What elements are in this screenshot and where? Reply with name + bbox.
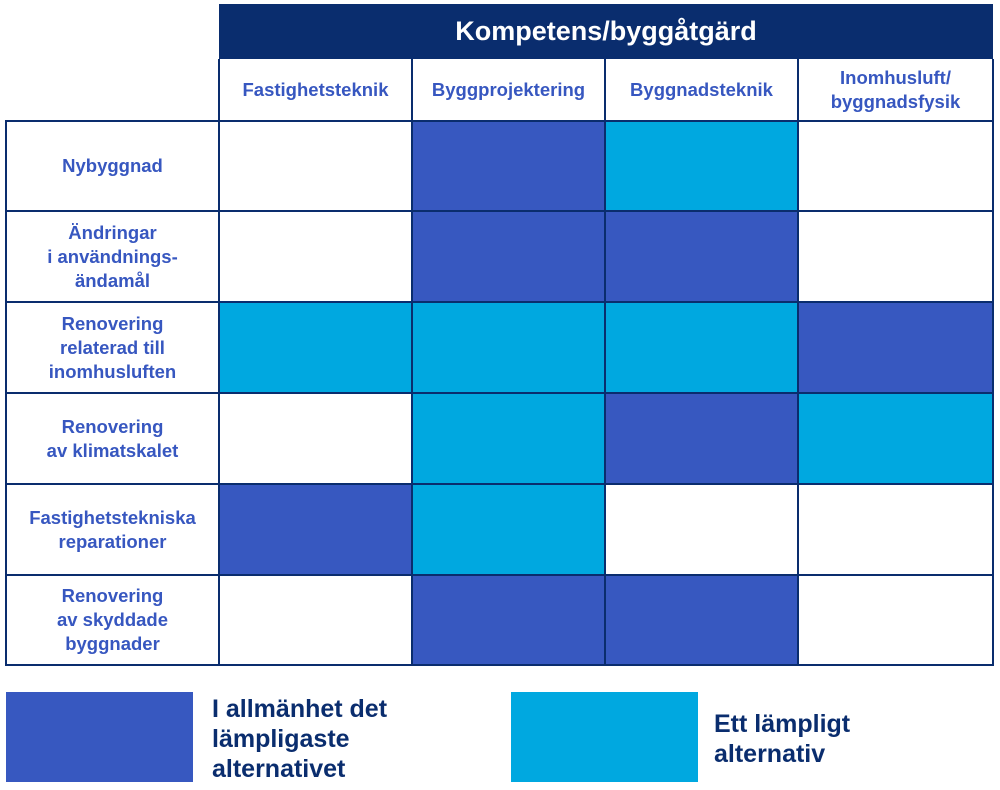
cell-3-1-secondary <box>219 302 412 393</box>
row-header-1: Nybyggnad <box>62 155 163 176</box>
row-header-2: Ändringar i användnings- ändamål <box>47 221 178 291</box>
cell-5-2-secondary <box>412 484 605 575</box>
cell-6-4-none <box>798 575 993 665</box>
row-header-5: Fastighetstekniska reparationer <box>29 506 196 552</box>
cell-4-3-primary <box>605 393 798 484</box>
row-header-4: Renovering av klimatskalet <box>46 415 179 461</box>
cell-1-4-none <box>798 121 993 211</box>
cell-2-1-none <box>219 211 412 302</box>
cell-1-1-none <box>219 121 412 211</box>
grid-horizontal-3 <box>5 301 994 303</box>
grid-horizontal-5 <box>5 483 994 485</box>
grid-horizontal-7 <box>5 664 994 666</box>
cell-3-2-secondary <box>412 302 605 393</box>
column-header-1: Fastighetsteknik <box>242 79 389 100</box>
cell-4-1-none <box>219 393 412 484</box>
cell-6-2-primary <box>412 575 605 665</box>
cell-4-4-secondary <box>798 393 993 484</box>
legend-label-secondary: Ett lämpligt alternativ <box>714 710 851 768</box>
legend-swatch-primary <box>6 692 193 782</box>
cell-2-3-primary <box>605 211 798 302</box>
cell-3-4-primary <box>798 302 993 393</box>
cell-3-3-secondary <box>605 302 798 393</box>
matrix-title: Kompetens/byggåtgärd <box>219 4 993 59</box>
row-header-3: Renovering relaterad till inomhusluften <box>48 312 177 382</box>
cell-1-2-primary <box>412 121 605 211</box>
legend-swatch-secondary <box>511 692 698 782</box>
cell-6-1-none <box>219 575 412 665</box>
grid-horizontal-6 <box>5 574 994 576</box>
grid-horizontal-4 <box>5 392 994 394</box>
cell-2-2-primary <box>412 211 605 302</box>
legend-label-primary: I allmänhet det lämpligaste alternativet <box>212 695 388 783</box>
grid-horizontal-2 <box>5 210 994 212</box>
cell-5-1-primary <box>219 484 412 575</box>
cell-1-3-secondary <box>605 121 798 211</box>
cell-4-2-secondary <box>412 393 605 484</box>
cell-6-3-primary <box>605 575 798 665</box>
cell-5-3-none <box>605 484 798 575</box>
grid-horizontal-1 <box>5 120 994 122</box>
column-header-4: Inomhusluft/ byggnadsfysik <box>830 67 961 112</box>
cell-2-4-none <box>798 211 993 302</box>
row-header-6: Renovering av skyddade byggnader <box>56 585 169 654</box>
cell-5-4-none <box>798 484 993 575</box>
column-header-3: Byggnadsteknik <box>630 79 773 100</box>
column-header-2: Byggprojektering <box>431 79 586 100</box>
